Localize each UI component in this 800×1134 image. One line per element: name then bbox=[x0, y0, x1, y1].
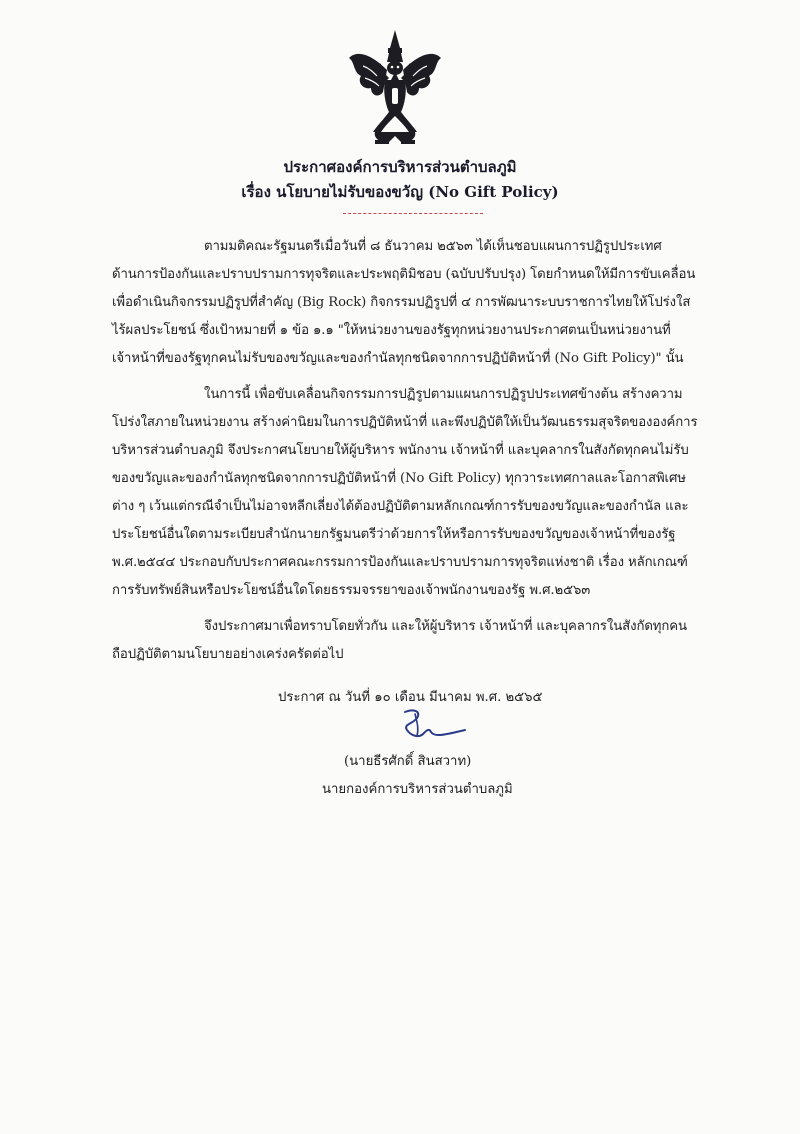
paragraph-3-line-2: ถือปฏิบัติตามนโยบายอย่างเคร่งครัดต่อไป bbox=[112, 647, 344, 662]
announcement-date: ประกาศ ณ วันที่ ๑๐ เดือน มีนาคม พ.ศ. ๒๕๖๕ bbox=[278, 690, 543, 705]
paragraph-1-line-3: เพื่อดำเนินกิจกรรมปฏิรูปที่สำคัญ (Big Rock) กิจกรรมปฏิรูปที่ ๔ การพัฒนาระบบราชการไทยให้โปร่งใส bbox=[112, 295, 691, 310]
announcement-subject: เรื่อง นโยบายไม่รับของขวัญ (No Gift Policy) bbox=[241, 183, 559, 201]
paragraph-1-line-4: ไร้ผลประโยชน์ ซึ่งเป้าหมายที่ ๑ ข้อ ๑.๑ "ให้หน่วยงานของรัฐทุกหน่วยงานประกาศตนเป็นหน่วยงานที่ bbox=[112, 323, 671, 338]
announcement-title: ประกาศองค์การบริหารส่วนตำบลภูมิ bbox=[283, 158, 517, 176]
paragraph-2-line-8: การรับทรัพย์สินหรือประโยชน์อื่นใดโดยธรรมจรรยาของเจ้าพนักงานของรัฐ พ.ศ.๒๕๖๓ bbox=[112, 583, 591, 598]
paragraph-2-line-2: โปร่งใสภายในหน่วยงาน สร้างค่านิยมในการปฏิบัติหน้าที่ และพึงปฏิบัติให้เป็นวัฒนธรรมสุจริตขององค์การ bbox=[112, 415, 698, 430]
signatory-position: นายกองค์การบริหารส่วนตำบลภูมิ bbox=[322, 782, 513, 797]
paragraph-1-line-1: ตามมติคณะรัฐมนตรีเมื่อวันที่ ๘ ธันวาคม ๒๕๖๓ ได้เห็นชอบแผนการปฏิรูปประเทศ bbox=[204, 239, 662, 254]
title-divider bbox=[343, 213, 483, 214]
paragraph-2-line-5: ต่าง ๆ เว้นแต่กรณีจำเป็นไม่อาจหลีกเลี่ยงได้ต้องปฏิบัติตามหลักเกณฑ์การรับของขวัญและของกำนัล และ bbox=[112, 499, 689, 514]
paragraph-2-line-4: ของขวัญและของกำนัลทุกชนิดจากการปฏิบัติหน้าที่ (No Gift Policy) ทุกวาระเทศกาลและโอกาสพิเศษ bbox=[112, 471, 686, 486]
paragraph-1-line-5: เจ้าหน้าที่ของรัฐทุกคนไม่รับของขวัญและของกำนัลทุกชนิดจากการปฏิบัติหน้าที่ (No Gift Policy)" นั้น bbox=[112, 351, 684, 366]
paragraph-2-line-3: บริหารส่วนตำบลภูมิ จึงประกาศนโยบายให้ผู้บริหาร พนักงาน เจ้าหน้าที่ และบุคลากรในสังกัดทุกคนไม่รับ bbox=[112, 443, 689, 458]
signatory-name: (นายธีรศักดิ์ สินสวาท) bbox=[344, 754, 472, 769]
garuda-emblem-icon bbox=[345, 28, 445, 148]
paragraph-2-line-6: ประโยชน์อื่นใดตามระเบียบสำนักนายกรัฐมนตรีว่าด้วยการให้หรือการรับของขวัญของเจ้าหน้าที่ของรัฐ bbox=[112, 527, 676, 542]
paragraph-3-line-1: จึงประกาศมาเพื่อทราบโดยทั่วกัน และให้ผู้บริหาร เจ้าหน้าที่ และบุคลากรในสังกัดทุกคน bbox=[204, 619, 687, 634]
paragraph-1-line-2: ด้านการป้องกันและปราบปรามการทุจริตและประพฤติมิชอบ (ฉบับปรับปรุง) โดยกำหนดให้มีการขับเคลื่อน bbox=[112, 267, 696, 282]
paragraph-2-line-1: ในการนี้ เพื่อขับเคลื่อนกิจกรรมการปฏิรูปตามแผนการปฏิรูปประเทศข้างต้น สร้างความ bbox=[204, 387, 683, 402]
handwritten-signature bbox=[395, 704, 475, 748]
paragraph-2-line-7: พ.ศ.๒๕๔๔ ประกอบกับประกาศคณะกรรมการป้องกันและปราบปรามการทุจริตแห่งชาติ เรื่อง หลักเกณฑ์ bbox=[112, 555, 688, 570]
